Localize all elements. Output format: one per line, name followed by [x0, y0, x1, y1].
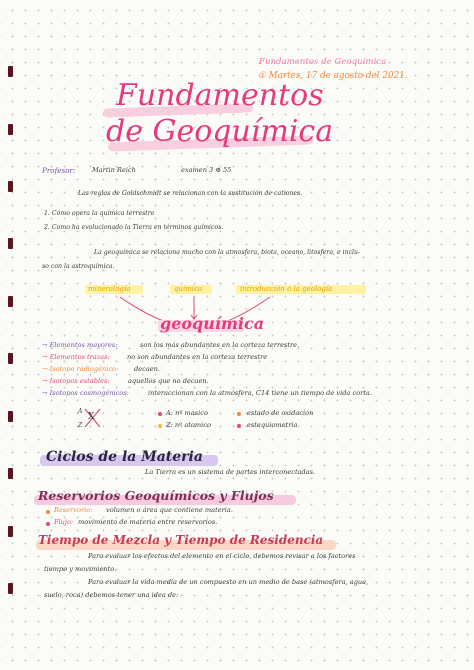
- notation-X: X: [88, 412, 95, 422]
- notation-stoichiometry: estequiometria: [247, 421, 298, 429]
- item-bullet: [46, 510, 50, 514]
- notation-Z: Z: [78, 422, 83, 429]
- field-geologia: introducción a la geología: [240, 285, 333, 293]
- professor-name: Martin Reich: [92, 166, 136, 174]
- reservorio-text: volumen o área que contiene materia.: [106, 506, 233, 514]
- section-tiempo-heading: Tiempo de Mezcla y Tiempo de Residencia: [38, 533, 324, 547]
- def-text-estables: aquellos que no decaen.: [128, 377, 209, 385]
- geochem-description-1: La geoquímica se relaciona mucho con la atmosfera, biota, oceano, litosfera, e inclu-: [94, 249, 361, 256]
- tiempo-text-2: tiempo y movimiento.: [44, 565, 117, 573]
- def-term-mayores: → Elementos mayores:: [42, 341, 118, 349]
- def-term-trazas: → Elementos trazas:: [42, 353, 110, 361]
- central-concept: geoquímica: [160, 314, 265, 333]
- professor-label: Profesor:: [42, 166, 76, 175]
- question-2: 2. Como ha evolucionado la Tierra en términos químicos.: [44, 224, 224, 231]
- geochem-description-2: so con la astroquímica.: [42, 263, 115, 270]
- section-ciclos-heading: Ciclos de la Materia: [46, 449, 203, 465]
- field-quimica: química: [174, 285, 203, 293]
- tiempo-text-4: suelo, roca) debemos tener una idea de:: [44, 591, 179, 599]
- course-header: Fundamentos de Geoquímica: [259, 57, 387, 67]
- legend-dot: [237, 412, 241, 416]
- legend-dot: [237, 424, 241, 428]
- def-term-estables: → Isotopos estables:: [42, 377, 110, 385]
- def-text-cosmogenicos: interaccionan con la atmósfera, C14 tiene un tiempo de vida corta.: [148, 389, 372, 397]
- tiempo-text-3: Para evaluar la vida media de un compuesto en un medio de base (atmosfera, agua,: [88, 578, 369, 586]
- question-1: 1. Cómo opera la química terrestre: [44, 210, 155, 217]
- tiempo-text-1: Para evaluar los efectos del elemento en el ciclo, debemos revisar a los factores: [88, 552, 356, 560]
- page-title-line1: Fundamentos: [116, 78, 324, 113]
- goldschmidt-note: Las reglas de Goldschmidt se relacionan con la sustitución de cationes.: [78, 190, 303, 197]
- def-text-radiogenico: decaen.: [134, 365, 160, 373]
- section-reservorios-heading: Reservorios Geoquímicos y Flujos: [38, 488, 274, 503]
- notation-mass-number: A: nº masico: [166, 409, 208, 417]
- legend-dot: [158, 412, 162, 416]
- flujo-text: movimiento de materia entre reservorios.: [78, 518, 218, 526]
- reservorio-term: Reservorio:: [54, 506, 93, 514]
- notation-oxidation: estado de oxidación: [247, 409, 314, 417]
- flujo-term: Flujo:: [54, 518, 74, 526]
- def-term-radiogenico: → Isotopo radiogénico:: [42, 365, 119, 373]
- legend-dot: [158, 424, 162, 428]
- item-bullet: [46, 522, 50, 526]
- page-title-line2: de Geoquímica: [106, 114, 334, 149]
- def-term-cosmogenicos: → Isotopos cosmogénicos:: [42, 389, 129, 397]
- date-header: ① Martes, 17 de agosto del 2021.: [258, 71, 408, 81]
- notation-atomic-number: Z: nº atomico: [166, 421, 211, 429]
- def-text-mayores: son los más abundantes en la corteza terrestre.: [140, 341, 300, 349]
- section-ciclos-text: La Tierra es un sistema de partes interconectadas.: [145, 468, 316, 476]
- exam-note: examen 3 ⊕ 55: [181, 166, 232, 174]
- notation-A: A: [78, 408, 83, 415]
- field-mineralogia: mineralogía: [88, 285, 131, 293]
- def-text-trazas: no son abundantes en la corteza terrestre: [127, 353, 268, 361]
